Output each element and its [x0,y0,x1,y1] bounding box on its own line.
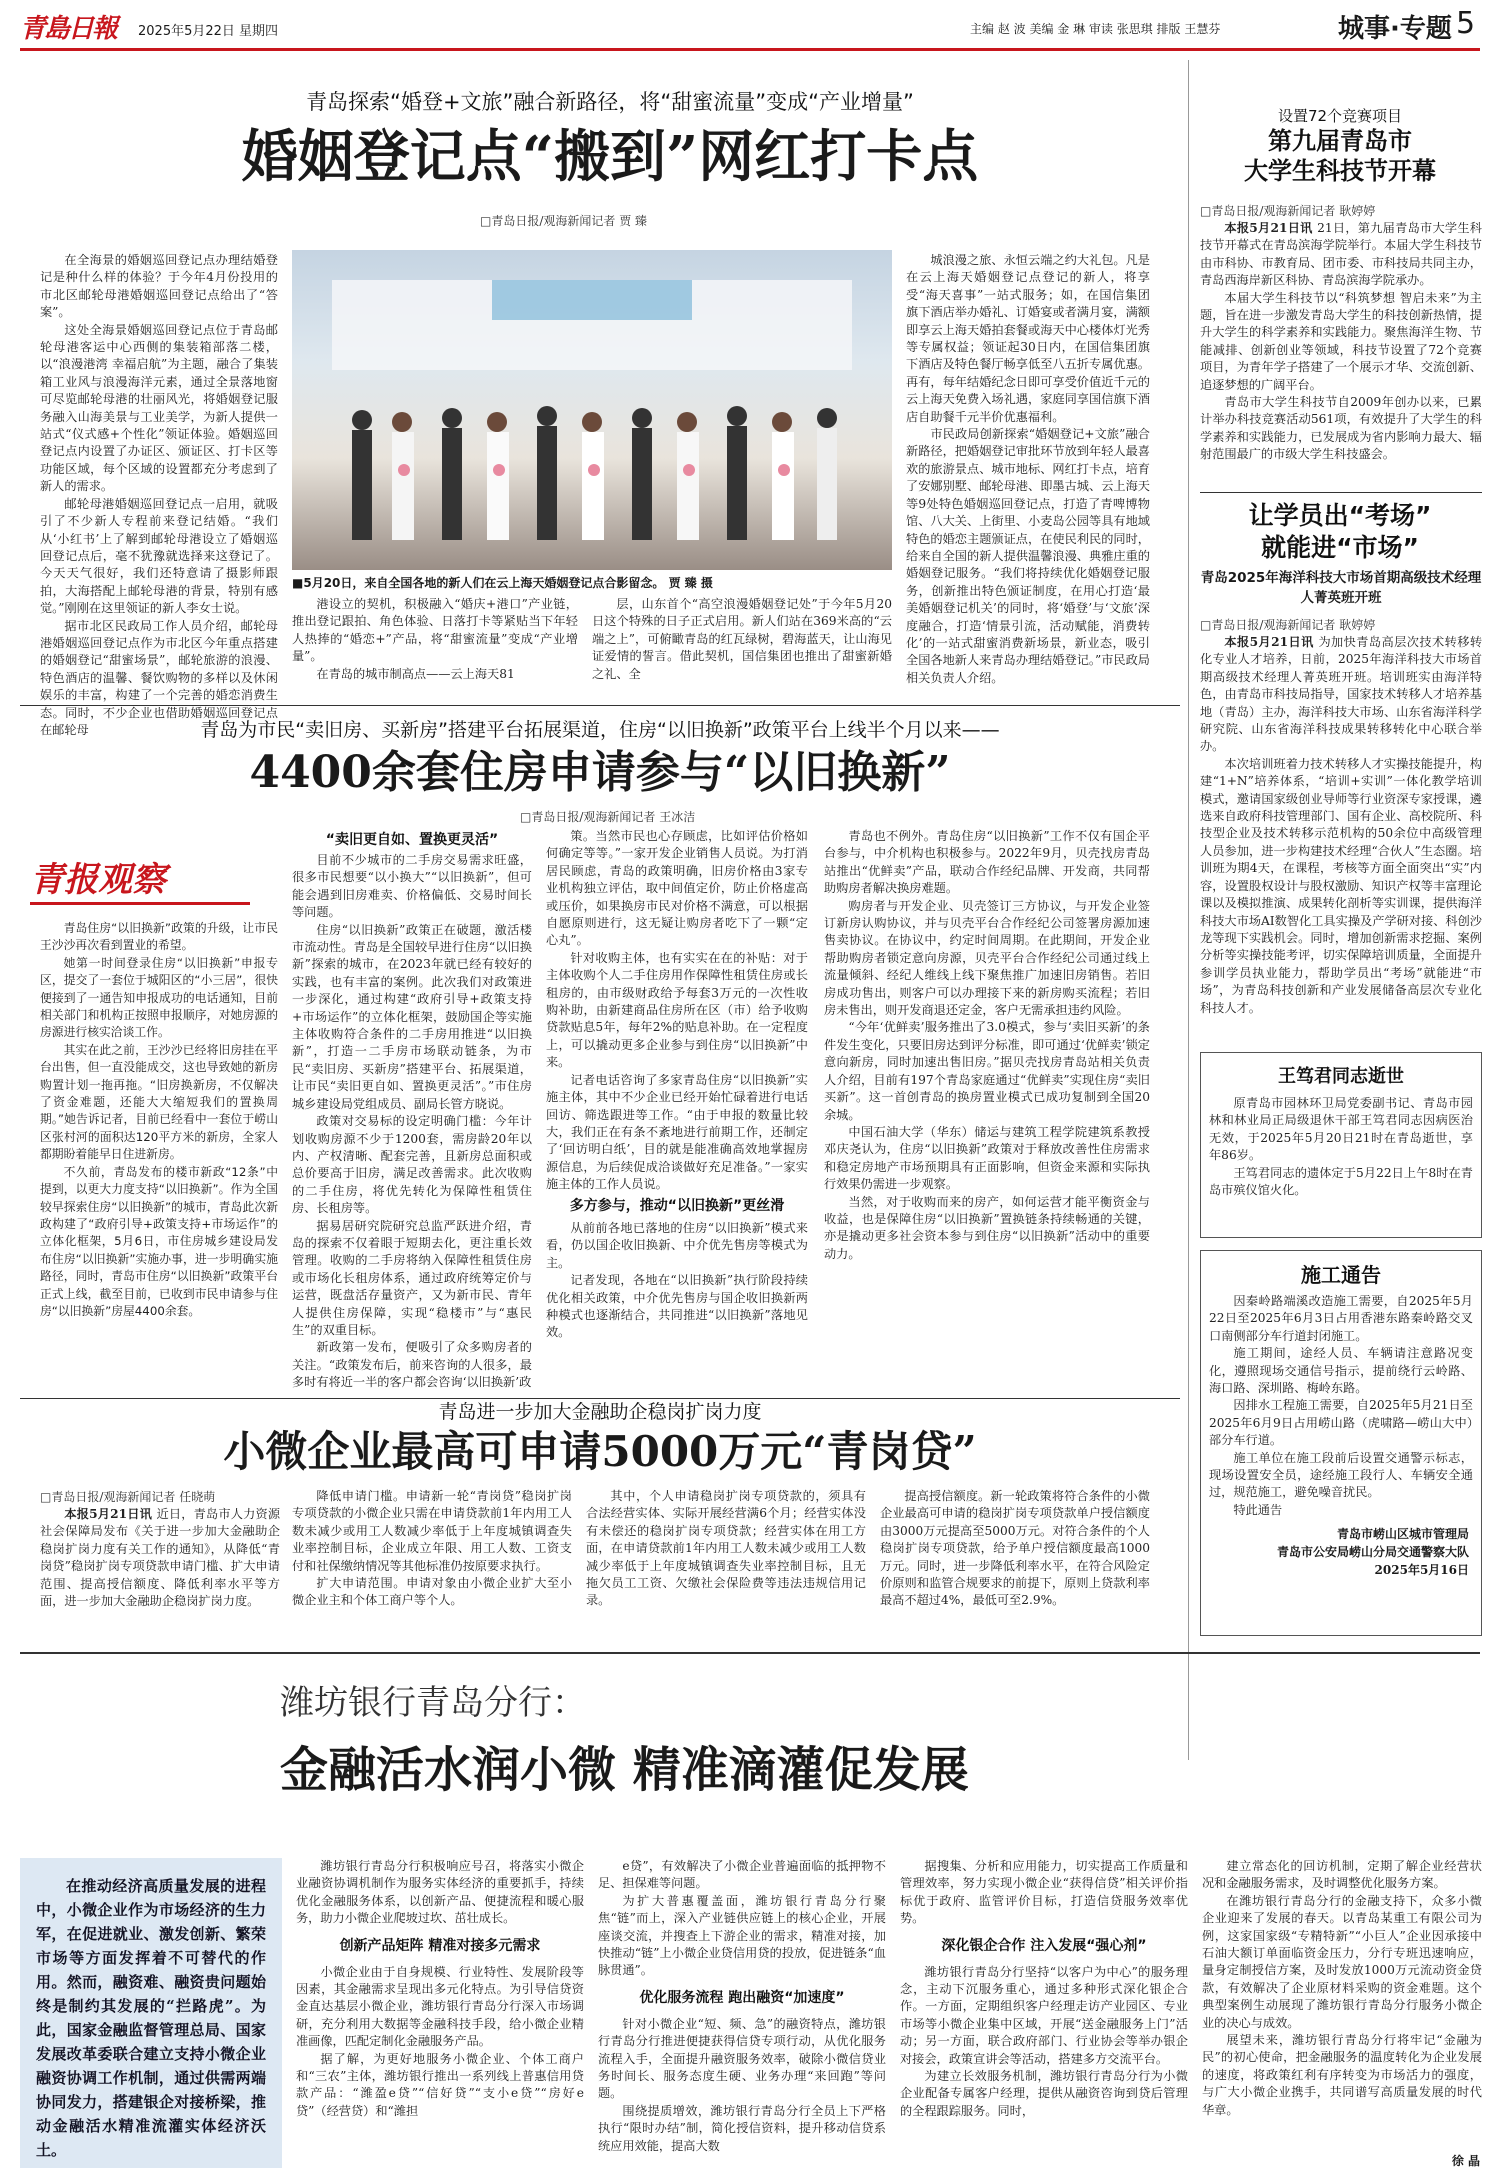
paragraph: 城浪漫之旅、永恒云端之约大礼包。凡是在云上海天婚姻登记点登记的新人，将享受“海天喜事”一站式服务；如，在国信集团旗下酒店举办婚礼、订婚宴或者满月宴，满额即享云上海天婚拍套餐或海天中心楼体灯光秀等专属权益；领证起30日内，在国信集团旗下酒店及特色餐厅畅享低至八五折专属优惠。再有，每年结婚纪念日即可享受价值近千元的云上海天免费入场礼遇，家庭同享国信旗下酒店自助餐千元半价优惠福利。 [906,253,1150,424]
s1-kicker: 青岛探索“婚登+文旅”融合新路径，将“甜蜜流量”变成“产业增量” [306,90,914,114]
editors-credit: 主编 赵 波 美编 金 琳 审读 张思琪 排版 王慧芬 [970,22,1221,36]
s4-bottom-rule [20,1398,1180,1399]
notice-title: 施工通告 [1301,1263,1381,1287]
paragraph: 提高授信额度。新一轮政策将符合条件的小微企业最高可申请的稳岗扩岗专项贷款单户授信额度由3000万元提高至5000万元。对符合条件的个人稳岗扩岗专项贷款，给予单户授信额度最高1000万元。同时，进一步降低利率水平，在符合风险定价原则和监管合规要求的前提下，原则上贷款利率最高不超过4%，最低可至2.9%。 [880,1489,1150,1608]
s4-subhead2: 多方参与，推动“以旧换新”更丝滑 [569,1198,785,1214]
s1-col3 [592,596,892,696]
s3-body [1200,634,1482,1044]
issue-date: 2025年5月22日 星期四 [138,24,279,39]
paragraph: 特此通告 [1233,1502,1283,1517]
notice-date: 2025年5月16日 [1374,1563,1469,1578]
paragraph: 据易居研究院研究总监严跃进介绍，青岛的探索不仅着眼于短期去化，更注重长效管理。收购的二手房将纳入保障性租赁住房或市场化长租房体系，通过政府统筹定价与运营，既盘活存量资产，又为新市民、青年人提供住房保障，实现“稳楼市”与“惠民生”的双重目标。 [292,1218,532,1337]
paragraph-text: 本次培训班着力技术转移人才实操技能提升，构建“1+N”培养体系，“培训+实训”一体化教学培训模式，邀请国家级创业导师等行业资深专家授课，遴选来自政府科技管理部门、国有企业、高校院所、科技型企业及技术转移示范机构的50余位中高级管理人员参加，进一步构建技术经理“合伙人”生态圈。培训班为期4天，在课程，考核等方面全面突出“实”内容，设置股权设计与股权激励、知识产权等丰富理论课以及模拟推演、成果转化剖析等实训课，提供海洋科技大市场AI数智化工具实操及产学研对接、科创沙龙等现下实践机会。同时，增加创新需求挖掘、案例分析等实操技能考评，切实保障培训质量，全面提升参训学员执业能力，帮助学员出“考场”就能进“市场”，为青岛科技创新和产业发展储备高层次专业化科技人才。 [1200,756,1482,1015]
paragraph-text: 青岛市大学生科技节自2009年创办以来，已累计举办科技竞赛活动561项，有效提升了大学生的科学素养和实践能力，已发展成为省内影响力最大、辐射范围最广的市级大学生科技盛会。 [1200,395,1482,462]
s4-col3b [546,1220,808,1390]
s4-headline: 4400余套住房申请参与“以旧换新” [249,747,951,798]
s4-col2 [292,852,532,1392]
paragraph: 这处全海景婚姻巡回登记点位于青岛邮轮母港客运中心西侧的集装箱部落二楼，以“浪漫港湾 幸福启航”为主题，融合了集装箱工业风与浪漫海洋元素，通过全景落地窗可尽览邮轮母港的壮丽风光，将婚姻登记服务融入山海美景与工业美学，为新人提供一站式“仪式感+个性化”领证体验。婚姻巡回登记点内设置了办证区、颁证区、打卡区等功能区域，每个区域的设置都充分考虑到了新人的需求。 [40,322,278,494]
s5-col3 [586,1488,866,1634]
paragraph: 青岛也不例外。青岛住房“以旧换新”工作不仅有国企平台参与，中介机构也积极参与。2022年9月，贝壳找房青岛站推出“优鲜卖”产品，联动合作经纪品牌、开发商，共同帮助购房者解决换房难题。 [824,829,1150,896]
wedding-photo [292,250,892,570]
s2-title-line2: 大学生科技节开幕 [1244,157,1436,185]
paragraph: 新政第一发布，便吸引了众多购房者的关注。“政策发布后，前来咨询的人很多，最多时有将近一半的客户都会咨询‘以旧换新’政 [292,1340,532,1390]
paragraph: 政策对交易标的设定明确门槛：今年计划收购房源不少于1200套，需房龄20年以内、产权清晰、配套完善，且新房总面积或总价要高于旧房，满足改善需求。此次收购的二手住房，将优先转化为保障性租赁住房、长租房等。 [292,1114,532,1216]
paragraph: 因排水工程施工需要，自2025年5月21日至2025年6月9日占用崂山路（虎啸路—崂山大中）部分车行道。 [1209,1398,1473,1448]
s1-byline: □青岛日报/观海新闻记者 贾 臻 [480,214,648,228]
paragraph: 据市北区民政局工作人员介绍，邮轮母港婚姻巡回登记点作为市北区今年重点搭建的婚姻登记“甜蜜场景”，邮轮旅游的浪漫、特色酒店的温馨、餐饮购物的多样以及休闲娱乐的丰富，构建了一个完善的婚恋消费生态。同时，不少企业也借助婚姻巡回登记点在邮轮母 [40,618,278,737]
s4-byline: □青岛日报/观海新闻记者 王冰洁 [520,810,696,824]
s3-title-line2: 就能进“市场” [1261,533,1419,562]
couples-illustration [292,250,892,570]
paragraph: 为扩大普惠覆盖面，潍坊银行青岛分行聚焦“链”而上，深入产业链供应链上的核心企业，开展座谈交流，并搜查上下游企业的需求，精准对接，加快推动“链”上小微企业贷信用贷的投放，促进链条“血脉贯通”。 [598,1893,886,1978]
paragraph: 为建立长效服务机制，潍坊银行青岛分行为小微企业配备专属客户经理，提供从融资咨询到贷后管理的全程跟踪服务。同时， [900,2069,1188,2118]
paragraph: 施工期间，途经人员、车辆请注意路况变化，遵照现场交通信号指示，提前绕行云岭路、海口路、深圳路、梅岭东路。 [1209,1346,1473,1396]
s6-col2 [296,1858,584,2168]
paragraph: 港设立的契机，积极融入“婚庆+港口”产业链，推出登记跟拍、角色体验、日落打卡等紧贴当下年轻人热捧的“婚恋+”产品，将“甜蜜流量”变成“产业增量”。 [292,597,578,664]
paragraph: 针对小微企业“短、频、急”的融资特点，潍坊银行青岛分行推进便捷获得信贷专项行动，从优化服务流程入手，全面提升融资服务效率，破除小微信贷业务时间长、服务态度生硬、业务办理“来回跑”等问题。 [598,2016,886,2101]
paragraph: 当然，对于收购而来的房产，如何运营才能平衡资金与收益，也是保障住房“以旧换新”置换链条持续畅通的关键，亦是撬动更多社会资本参与到住房“以旧换新”活动中的重要动力。 [824,1194,1150,1261]
paragraph: 针对收购主体，也有实实在在的补贴：对于主体收购个人二手住房用作保障性租赁住房或长租房的，由市级财政给予每套3万元的一次性收购补助，由新建商品住房所在区（市）给予收购贷款贴息5年，每年2%的贴息补助。在一定程度上，可以撬动更多企业参与到住房“以旧换新”中来。 [546,950,808,1070]
s5-col2 [292,1488,572,1634]
s6-col4 [900,1858,1188,2168]
masthead-rule [20,48,1480,51]
paragraph: 市民政局创新探索“婚姻登记+文旅”融合新路径，把婚姻登记审批环节放到年轻人最喜欢的旅游景点、城市地标、网红打卡点，培育了安娜别墅、邮轮母港、即墨古城、云上海天等9处特色婚姻巡回登记点，打造了青啤博物馆、八大关、上街里、小麦岛公园等具有地域特色的婚恋主题颁证点，在使民利民的同时，给来自全国的新人提供温馨浪漫、典雅庄重的婚姻登记服务。“我们将持续优化婚姻登记服务，创新推出特色颁证制度，在用心打造‘最美婚姻登记机关’的同时，将‘婚登’与‘文旅’深度融合，打造‘情景引流，活动赋能，消费转化’的一站式甜蜜消费新场景，新业态，吸引全国各地新人来青岛办理结婚登记。”市民政局相关负责人介绍。 [906,427,1150,685]
paragraph: 展望未来，潍坊银行青岛分行将牢记“金融为民”的初心使命，把金融服务的温度转化为企业发展的速度，将政策红利有序转变为市场活力的强度，与广大小微企业携手，共同谱写高质量发展的时代华章。 [1202,2033,1482,2117]
paragraph: “今年‘优鲜卖’服务推出了3.0模式，参与‘卖旧买新’的条件发生变化，只要旧房达到评分标准，即可通过‘优鲜卖’锁定意向新房，同时加速出售旧房。”据贝壳找房青岛站相关负责人介绍，目前有197个青岛家庭通过“优鲜卖”实现住房“卖旧买新”。这一首创青岛的换房置业模式已成功复制到全国20余城。 [824,1020,1150,1122]
paragraph [1200,634,1482,756]
obituary-body [1201,1089,1481,1205]
page-number: 5 [1456,6,1476,41]
newspaper-logo: 青島日報 [20,14,117,44]
paragraph: 施工单位在施工段前后设置交通警示标志，现场设置安全员，途经施工段行人、车辆安全通过，规范施工，避免噪音扰民。 [1209,1450,1473,1500]
paragraph: 据了解，为更好地服务小微企业、个体工商户和“三农”主体，潍坊银行推出一系列线上普惠信用贷款产品：“潍盈e贷”“信好贷”“支小e贷”“房好e贷”（经营贷）和“潍担 [296,2051,584,2118]
s6-subhead2: 优化服务流程 跑出融资“加速度” [639,1989,845,2006]
paragraph: 策。当然市民也心存顾虑，比如评估价格如何确定等等。”一家开发企业销售人员说。为打消居民顾虑，青岛的政策明确，旧房价格由3家专业机构独立评估，取中间值定价，防止价格虚高或压价，如果换房市民对价格不满意，可以根据自愿原则进行，这无疑让购房者吃下了一颗“定心丸”。 [546,829,808,948]
dateline: 本报5月21日讯 [1224,221,1318,235]
notice-sign1: 青岛市崂山区城市管理局 [1336,1527,1469,1542]
paragraph: 她第一时间登录住房“以旧换新”申报专区，提交了一套位于城阳区的“小三居”，很快便接到了一通告知申报成功的电话通知，目前相关部门和机构正按照申报顺序，对她房源的房源进行核实洽谈工作。 [40,955,278,1040]
s2-kicker: 设置72个竞赛项目 [1277,107,1403,125]
paragraph: 王笃君同志的遗体定于5月22日上午8时在青岛市殡仪馆火化。 [1209,1165,1473,1198]
s6-subhead3: 深化银企合作 注入发展“强心剂” [941,1937,1147,1954]
s4-col4 [824,828,1150,1390]
s5-headline: 小微企业最高可申请5000万元“青岗贷” [223,1427,977,1476]
paragraph: 邮轮母港婚姻巡回登记点一启用，就吸引了不少新人专程前来登记结婚。“我们从‘小红书’上了解到邮轮母港设立了婚姻巡回登记点后，毫不犹豫就选择来这登记了。今天天气很好，我们还特意请了摄影师跟拍，大海搭配上邮轮母港的背景，特别有感觉。”刚刚在这里领证的新人李女士说。 [40,496,278,616]
s5-bottom-rule [20,1652,1480,1654]
s3-byline: □青岛日报/观海新闻记者 耿婷婷 [1200,618,1376,632]
obituary-title: 王笃君同志逝世 [1278,1066,1404,1087]
s1-col2 [292,596,578,696]
paragraph-text: 为加快青岛高层次技术转移转化专业人才培养，日前，2025年海洋科技大市场首期高级技术经理人菁英班开班。培训班实由海洋特色，由青岛市科技局指导，国家技术转移人才培养基地（青岛）主办，海洋科技大市场、山东省海洋科学研究院、山东省海洋科技成果转移转化中心联合举办。 [1200,635,1483,754]
s6-author: 徐 晶 [1451,2154,1480,2168]
paragraph: 降低申请门槛。申请新一轮“青岗贷”稳岗扩岗专项贷款的小微企业只需在申请贷款前1年内用工人数未减少或用工人数减少率低于上年度城镇调查失业率控制目标，企业成立年限、用工人数、工资支付和社保缴纳情况等其他标准仍按原要求执行。 [292,1489,572,1573]
s1-bottom-rule [20,705,1180,706]
s5-byline: □青岛日报/观海新闻记者 任晓萌 [40,1490,216,1504]
paragraph: 原青岛市园林环卫局党委副书记、青岛市园林和林业局正局级退休干部王笃君同志因病医治无效，于2025年5月20日21时在青岛逝世，享年86岁。 [1209,1096,1473,1163]
s4-col3 [546,828,808,1192]
photo-caption: ■5月20日，来自全国各地的新人们在云上海天婚姻登记点合影留念。 贾 臻 摄 [292,576,713,590]
paragraph-text: 近日，青岛市人力资源社会保障局发布《关于进一步加大金融助企稳岗扩岗力度有关工作的通知》，从降低“青岗贷”稳岗扩岗专项贷款申请门槛、扩大申请范围、提高授信额度、降低利率水平等方面，进一步加大金融助企稳岗扩岗力度。 [40,1507,281,1609]
paragraph: 扩大申请范围。申请对象由小微企业扩大至小微企业主和个体工商户等个人。 [292,1576,572,1608]
section-name: 城事·专题 [1338,14,1452,44]
s6-col3 [598,1858,886,2168]
s2-title-line1: 第九届青岛市 [1268,127,1412,155]
paragraph: 中国石油大学（华东）储运与建筑工程学院建筑系教授邓庆尧认为，住房“以旧换新”政策对于释放改善性住房需求和稳定房地产市场预期具有正面影响，但资金来源和实际执行效果仍需进一步观察。 [824,1124,1150,1192]
paragraph: 小微企业由于自身规模、行业特性、发展阶段等因素，其金融需求呈现出多元化特点。为引导信贷资金直达基层小微企业，潍坊银行青岛分行深入市场调研，充分利用大数据等金融科技手段，给小微企业精准画像，匹配定制化金融服务产品。 [296,1964,584,2049]
s5-col4 [880,1488,1150,1634]
paragraph: 层，山东首个“高空浪漫婚姻登记处”于今年5月20日这个特殊的日子正式启用。新人们站在369米高的“云端之上”，可俯瞰青岛的红瓦绿树，碧海蓝天，让山海见证爱情的誓言。借此契机，国信集团也推出了甜蜜新婚之礼、全 [592,597,892,681]
paragraph: 建立常态化的回访机制，定期了解企业经营状况和金融服务需求，及时调整优化服务方案。 [1202,1859,1482,1891]
paragraph: 购房者与开发企业、贝壳签订三方协议，与开发企业签订新房认购协议，并与贝壳平台合作经纪公司签署房源加速售卖协议。在协议中，约定时间周期。在此期间，开发企业帮助购房者锁定意向房源，贝壳平台合作经纪公司通过线上流量倾斜、经纪人维线上线下聚焦推广加速旧房销售。若旧房成功售出，则客户可以办理接下来的新房购买流程；若旧房未售出，则开发商退还定金，客户无需承担违约风险。 [824,898,1150,1018]
obituary-box [1200,1052,1482,1238]
paragraph-text: 21日，第九届青岛市大学生科技节开幕式在青岛滨海学院举行。本届大学生科技节由市科协、市教育局、团市委、市科技局共同主办，青岛西海岸新区科协、青岛滨海学院承办。 [1200,221,1482,288]
paragraph: 因秦岭路端溪改造施工需要，自2025年5月22日至2025年6月3日占用香港东路秦岭路交叉口南侧部分车行道封闭施工。 [1209,1294,1473,1343]
s1-col4 [906,252,1150,692]
paragraph: 在全海景的婚姻巡回登记点办理结婚登记是种什么样的体验？于今年4月份投用的市北区邮轮母港婚姻巡回登记点给出了“答案”。 [40,253,278,320]
paragraph: 不久前，青岛发布的楼市新政“12条”中提到，以更大力度支持“以旧换新”。作为全国较早探索住房“以旧换新”的城市，青岛此次新政构建了“政府引导+政策支持+市场运作”的立体化框架，5月6日，市住房城乡建设局发布住房“以旧换新”实施办事，进一步明确实施路径，同时，青岛市住房“以旧换新”政策平台正式上线，截至目前，已收到市民申请参与住房“以旧换新”房屋4400余套。 [40,1164,278,1318]
s2-body [1200,220,1482,486]
s4-kicker: 青岛为市民“卖旧房、买新房”搭建平台拓展渠道，住房“以旧换新”政策平台上线半个月以来—— [200,719,1000,741]
s2-rule [1200,492,1482,493]
paragraph: e贷”，有效解决了小微企业普遍面临的抵押物不足、担保难等问题。 [598,1859,886,1891]
notice-sign2: 青岛市公安局崂山分局交通警察大队 [1276,1545,1469,1560]
paragraph: 其实在此之前，王沙沙已经将旧房挂在平台出售，但一直没能成交，这也导致她的新房购置计划一拖再拖。“旧房换新房，不仅解决了资金难题，还能大大缩短我们的置换周期。”她告诉记者，目前已经看中一套位于崂山区张村河的面积达120平方米的新房，全家人都期盼着能早日住进新房。 [40,1042,278,1162]
paragraph: 记者电话咨询了多家青岛住房“以旧换新”实施主体，其中不少企业已经开始忙碌着进行电话回访、筛选跟进等工作。“由于申报的数量比较大，我们正在有条不紊地进行前期工作，还制定了‘回访明白纸’，目的就是能准确高效地掌握房源信息，为后续促成洽谈做好充足准备。”一家实施主体的工作人员说。 [546,1072,808,1192]
dateline: 本报5月21日讯 [1224,635,1319,649]
s1-col1 [40,252,278,737]
right-col-divider [1188,60,1189,1760]
paragraph: 据搜集、分析和应用能力，切实提高工作质量和管理效率，努力实现小微企业“获得信贷”相关评价指标优于政府、监管评价目标，打造信贷服务效率优势。 [900,1859,1188,1926]
s4-subhead1: “卖旧更自如、置换更灵活” [325,832,499,848]
s3-title-line1: 让学员出“考场” [1248,501,1432,530]
construction-notice-box [1200,1250,1482,1636]
paragraph: 青岛住房“以旧换新”政策的升级，让市民王沙沙再次看到置业的希望。 [40,921,278,953]
qingbao-observe-logo: 青报观察 [30,858,250,905]
paragraph: 记者发现，各地在“以旧换新”执行阶段持续优化相关政策，中介优先售房与国企收旧换新两种模式也逐渐结合，共同推进“以旧换新”落地见效。 [546,1273,808,1340]
s6-subhead1: 创新产品矩阵 精准对接多元需求 [339,1937,541,1954]
masthead [20,6,1480,50]
paragraph: 潍坊银行青岛分行积极响应号召，将落实小微企业融资协调机制作为服务实体经济的重要抓手，持续优化金融服务体系，以创新产品、便捷流程和暖心服务，助力小微企业爬坡过坎、茁壮成长。 [296,1859,584,1926]
s5-col1 [40,1506,280,1634]
paragraph [1200,394,1482,464]
paragraph: 住房“以旧换新”政策正在破题，激活楼市流动性。青岛是全国较早进行住房“以旧换新”探索的城市，在2023年就已经有较好的实践，也有丰富的案例。此次我们对政策进一步深化，通过构建“政府引导+政策支持+市场运作”的立体化框架，鼓励国企等实施主体收购符合条件的二手房用推进“以旧换新”，打造一二手房市场联动链条，为市民“卖旧房、买新房”搭建平台、拓展渠道，让市民“卖旧更自如、置换更灵活”。”市住房城乡建设局党组成员、副局长管方晓说。 [292,922,532,1111]
s5-kicker: 青岛进一步加大金融助企稳岗扩岗力度 [438,1401,762,1423]
paragraph [40,1506,280,1610]
paragraph [1200,290,1482,394]
s3-kicker: 青岛2025年海洋科技大市场首期高级技术经理人菁英班开班 [1200,570,1482,606]
s6-kicker: 潍坊银行青岛分行： [280,1683,586,1723]
paragraph: 潍坊银行青岛分行坚持“以客户为中心”的服务理念，主动下沉服务重心，通过多种形式深化银企合作。一方面，定期组织客户经理走访产业园区、专业市场等小微企业集中区域，开展“送金融服务上门”活动；另一方面，联合政府部门、行业协会等举办银企对接会，政策宣讲会等活动，搭建多方交流平台。 [900,1964,1188,2066]
paragraph [1200,220,1482,290]
paragraph: 从前前各地已落地的住房“以旧换新”模式来看，仍以国企收旧换新、中介优先售房等模式为主。 [546,1221,808,1270]
paragraph: 围绕提质增效，潍坊银行青岛分行全员上下严格执行“限时办结”制，简化授信资料，提升移动信贷系统应用效能，提高大数 [598,2103,886,2153]
s6-lead: 在推动经济高质量发展的进程中，小微企业作为市场经济的生力军，在促进就业、激发创新、繁荣市场等方面发挥着不可替代的作用。然而，融资难、融资贵问题始终是制约其发展的“拦路虎”。为此，国家金融监督管理总局、国家发展改革委联合建立支持小微企业融资协调工作机制，通过供需两端协同发力，搭建银企对接桥梁，推动金融活水精准流灌实体经济沃土。 [36,1877,266,2159]
paragraph: 在潍坊银行青岛分行的金融支持下，众多小微企业迎来了发展的春天。以青岛某重工有限公司为例，这家国家级“专精特新”“小巨人”企业因承接中石油大额订单面临资金压力，分行专班迅速响应，量身定制授信方案，及时发放1000万元流动资金贷款，有效解决了企业原材料采购的资金难题。这个典型案例生动展现了潍坊银行青岛分行服务小微企业的决心与成效。 [1202,1893,1482,2030]
paragraph-text: 本届大学生科技节以“科筑梦想 智启未来”为主题，旨在进一步激发青岛大学生的科技创新热情，提升大学生的科学素养和实践能力。聚焦海洋生物、节能减排、创新创业等领域，科技节设置了72个竞赛项目，为青年学子搭建了一个展示才华、交流创新、追逐梦想的广阔平台。 [1200,290,1482,392]
paragraph: 目前不少城市的二手房交易需求旺盛，很多市民想要“以小换大”“以旧换新”，但可能会遇到旧房难卖、价格偏低、交易时间长等问题。 [292,853,532,920]
paragraph [1200,756,1482,1017]
dateline: 本报5月21日讯 [64,1507,157,1521]
paragraph: 其中，个人申请稳岗扩岗专项贷款的，须具有合法经营实体、实际开展经营满6个月；经营实体没有未偿还的稳岗扩岗专项贷款；经营实体在用工方面，在申请贷款前1年内用工人数未减少或用工人数减少率低于上年度城镇调查失业率控制目标，且无拖欠员工工资、欠缴社会保险费等违法违规信用记录。 [586,1489,866,1608]
s6-headline: 金融活水润小微 精准滴灌促发展 [280,1742,969,1798]
s4-lead-col [40,920,278,1390]
s2-byline: □青岛日报/观海新闻记者 耿婷婷 [1200,204,1376,218]
notice-body [1201,1287,1481,1525]
s1-headline: 婚姻登记点“搬到”网红打卡点 [241,124,979,190]
s6-col5 [1202,1858,1482,2154]
paragraph: 在青岛的城市制高点——云上海天81 [316,666,515,681]
s6-lead-box [20,1858,282,2168]
